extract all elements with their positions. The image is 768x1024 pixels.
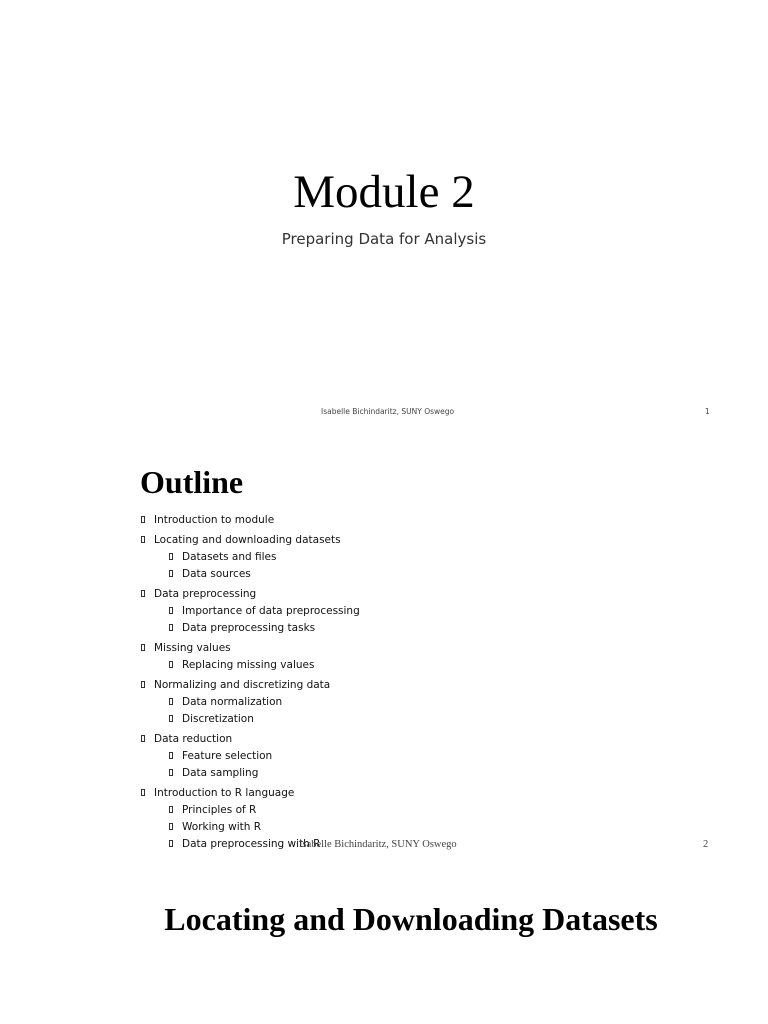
outline-item-label: Data preprocessing [154,588,257,600]
outline-subitem-label: Data preprocessing with R [182,838,321,850]
outline-subitem-label: Data sources [182,568,251,580]
slide-1-page-number: 1 [705,407,710,416]
outline-subitem-label: Feature selection [182,750,273,762]
outline-item-label: Introduction to R language [154,787,295,799]
outline-item-label: Data reduction [154,733,233,745]
outline-subitem-label: Discretization [182,713,254,725]
outline-subitem-label: Data preprocessing tasks [182,622,316,634]
slide-2-page-number: 2 [703,839,709,850]
outline-item-label: Missing values [154,642,231,654]
outline-subitem-label: Data normalization [182,696,283,708]
slide-1-subtitle: Preparing Data for Analysis [281,230,487,248]
slide-3-title: Locating and Downloading Datasets [164,901,658,937]
outline-item-label: Introduction to module [154,514,275,526]
outline-subitem-label: Principles of R [182,804,257,816]
slide-2-title: Outline [140,464,244,500]
outline-subitem-label: Working with R [182,821,262,833]
outline-subitem-label: Data sampling [182,767,259,779]
outline-subitem-label: Datasets and files [182,551,277,563]
slide-1-footer-author: Isabelle Bichindaritz, SUNY Oswego [321,407,455,416]
slide-1-title: Module 2 [293,166,475,218]
outline-subitem-label: Replacing missing values [182,659,315,671]
outline-subitem-label: Importance of data preprocessing [182,605,360,617]
outline-item-label: Normalizing and discretizing data [154,679,331,691]
slide-2-footer-author: Isabelle Bichindaritz, SUNY Oswego [299,839,457,850]
outline-item-label: Locating and downloading datasets [154,534,341,546]
